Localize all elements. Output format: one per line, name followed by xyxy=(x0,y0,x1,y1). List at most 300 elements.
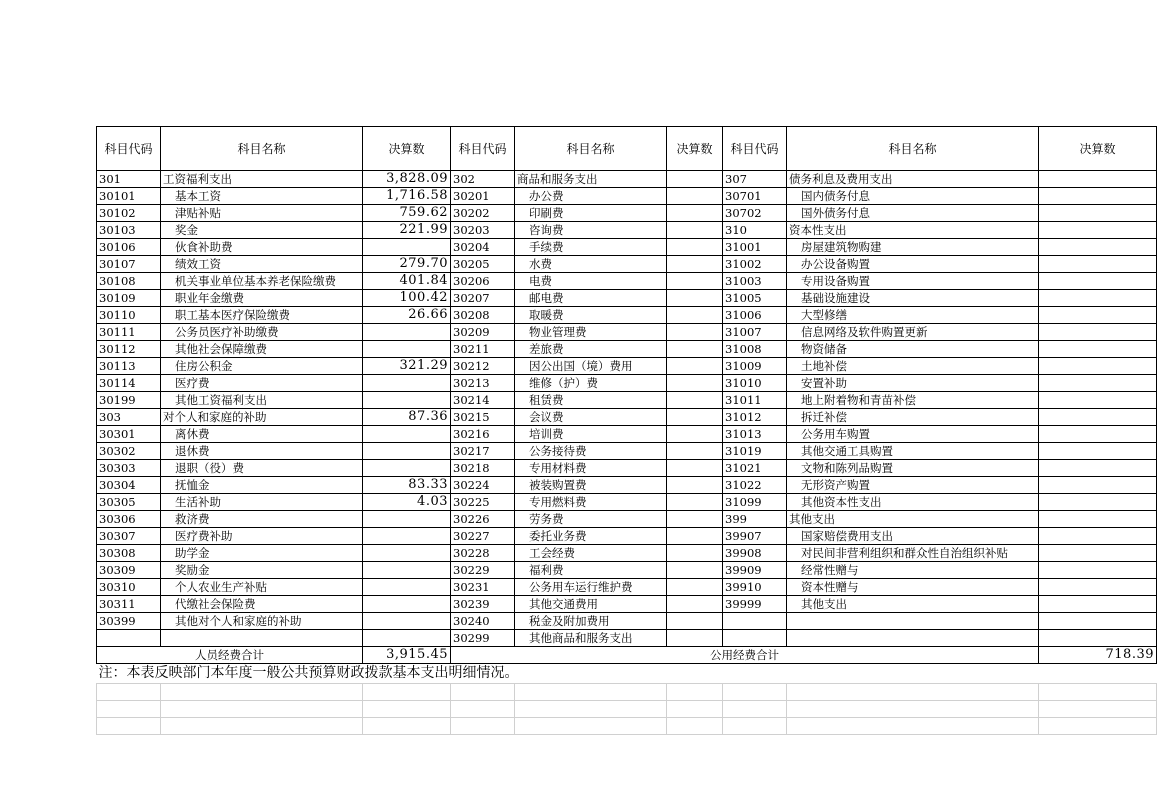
table-row xyxy=(97,460,1157,477)
code-cell-right: 31010 xyxy=(723,375,787,392)
budget-table-sheet xyxy=(96,126,1154,735)
name-cell-mid: 咨询费 xyxy=(515,222,667,239)
code-cell-right: 39908 xyxy=(723,545,787,562)
amount-cell-left xyxy=(363,545,451,562)
code-cell-mid: 30216 xyxy=(451,426,515,443)
amount-cell-mid xyxy=(667,375,723,392)
name-cell-right: 其他资本性支出 xyxy=(787,494,1039,511)
amount-cell-mid xyxy=(667,358,723,375)
table-row xyxy=(97,358,1157,375)
table-row xyxy=(97,324,1157,341)
header-cell: 科目代码 xyxy=(723,127,787,171)
name-cell-mid: 专用燃料费 xyxy=(515,494,667,511)
amount-cell-right xyxy=(1039,222,1157,239)
name-cell-mid: 会议费 xyxy=(515,409,667,426)
name-cell-right: 地上附着物和青苗补偿 xyxy=(787,392,1039,409)
code-cell-right: 31005 xyxy=(723,290,787,307)
amount-cell-right xyxy=(1039,477,1157,494)
name-cell-right: 公务用车购置 xyxy=(787,426,1039,443)
name-cell-left: 绩效工资 xyxy=(161,256,363,273)
code-cell-left: 30310 xyxy=(97,579,161,596)
code-cell-left: 30108 xyxy=(97,273,161,290)
header-cell: 科目名称 xyxy=(515,127,667,171)
name-cell-left: 职工基本医疗保险缴费 xyxy=(161,307,363,324)
name-cell-left: 助学金 xyxy=(161,545,363,562)
amount-cell-left: 26.66 xyxy=(363,307,451,324)
code-cell-mid: 30202 xyxy=(451,205,515,222)
amount-cell-right xyxy=(1039,426,1157,443)
empty-grid-row xyxy=(97,701,1157,718)
code-cell-mid: 30212 xyxy=(451,358,515,375)
amount-cell-right xyxy=(1039,205,1157,222)
code-cell-mid: 30203 xyxy=(451,222,515,239)
amount-cell-left: 100.42 xyxy=(363,290,451,307)
name-cell-mid: 公务接待费 xyxy=(515,443,667,460)
amount-cell-left: 759.62 xyxy=(363,205,451,222)
amount-cell-mid xyxy=(667,222,723,239)
header-cell: 科目名称 xyxy=(161,127,363,171)
amount-cell-left: 279.70 xyxy=(363,256,451,273)
name-cell-mid: 其他交通费用 xyxy=(515,596,667,613)
code-cell-right: 31003 xyxy=(723,273,787,290)
amount-cell-right xyxy=(1039,460,1157,477)
code-cell-right: 39999 xyxy=(723,596,787,613)
table-row xyxy=(97,545,1157,562)
code-cell-left: 30109 xyxy=(97,290,161,307)
name-cell-right: 文物和陈列品购置 xyxy=(787,460,1039,477)
amount-cell-mid xyxy=(667,477,723,494)
name-cell-left: 其他对个人和家庭的补助 xyxy=(161,613,363,630)
name-cell-mid: 委托业务费 xyxy=(515,528,667,545)
name-cell-mid: 手续费 xyxy=(515,239,667,256)
header-row xyxy=(97,127,1157,171)
amount-cell-mid xyxy=(667,256,723,273)
code-cell-left: 30114 xyxy=(97,375,161,392)
amount-cell-right xyxy=(1039,511,1157,528)
code-cell-mid: 30215 xyxy=(451,409,515,426)
amount-cell-mid xyxy=(667,426,723,443)
amount-cell-mid xyxy=(667,341,723,358)
amount-cell-right xyxy=(1039,392,1157,409)
code-cell-left: 30399 xyxy=(97,613,161,630)
code-cell-mid: 30231 xyxy=(451,579,515,596)
name-cell-right xyxy=(787,630,1039,647)
table-row xyxy=(97,205,1157,222)
amount-cell-left xyxy=(363,443,451,460)
amount-cell-right xyxy=(1039,324,1157,341)
name-cell-right: 其他支出 xyxy=(787,511,1039,528)
code-cell-right: 39907 xyxy=(723,528,787,545)
code-cell-right: 31002 xyxy=(723,256,787,273)
code-cell-right: 31001 xyxy=(723,239,787,256)
code-cell-left: 301 xyxy=(97,171,161,188)
amount-cell-mid xyxy=(667,307,723,324)
name-cell-mid: 水费 xyxy=(515,256,667,273)
empty-grid-row xyxy=(97,684,1157,701)
name-cell-left: 医疗费 xyxy=(161,375,363,392)
name-cell-left: 其他社会保障缴费 xyxy=(161,341,363,358)
code-cell-right xyxy=(723,613,787,630)
note-row xyxy=(97,664,1157,684)
code-cell-left: 30311 xyxy=(97,596,161,613)
amount-cell-right xyxy=(1039,562,1157,579)
code-cell-mid: 30218 xyxy=(451,460,515,477)
amount-cell-mid xyxy=(667,409,723,426)
amount-cell-mid xyxy=(667,443,723,460)
name-cell-left: 津贴补贴 xyxy=(161,205,363,222)
code-cell-right: 31008 xyxy=(723,341,787,358)
amount-cell-left: 87.36 xyxy=(363,409,451,426)
code-cell-right: 39909 xyxy=(723,562,787,579)
name-cell-right: 对民间非营利组织和群众性自治组织补贴 xyxy=(787,545,1039,562)
table-row xyxy=(97,477,1157,494)
name-cell-left: 职业年金缴费 xyxy=(161,290,363,307)
name-cell-mid: 租赁费 xyxy=(515,392,667,409)
code-cell-mid: 30226 xyxy=(451,511,515,528)
table-row xyxy=(97,307,1157,324)
table-row xyxy=(97,596,1157,613)
table-row xyxy=(97,630,1157,647)
amount-cell-mid xyxy=(667,528,723,545)
code-cell-right: 31013 xyxy=(723,426,787,443)
code-cell-right: 31021 xyxy=(723,460,787,477)
name-cell-right: 其他交通工具购置 xyxy=(787,443,1039,460)
name-cell-left: 公务员医疗补助缴费 xyxy=(161,324,363,341)
amount-cell-mid xyxy=(667,324,723,341)
amount-cell-mid xyxy=(667,290,723,307)
header-cell: 科目代码 xyxy=(97,127,161,171)
table-row xyxy=(97,392,1157,409)
table-row xyxy=(97,239,1157,256)
name-cell-mid: 商品和服务支出 xyxy=(515,171,667,188)
code-cell-left: 30304 xyxy=(97,477,161,494)
code-cell-left: 30307 xyxy=(97,528,161,545)
amount-cell-right xyxy=(1039,290,1157,307)
amount-cell-mid xyxy=(667,579,723,596)
code-cell-right: 307 xyxy=(723,171,787,188)
name-cell-mid: 被装购置费 xyxy=(515,477,667,494)
name-cell-left: 代缴社会保险费 xyxy=(161,596,363,613)
name-cell-right: 经常性赠与 xyxy=(787,562,1039,579)
code-cell-mid: 30207 xyxy=(451,290,515,307)
name-cell-right: 基础设施建设 xyxy=(787,290,1039,307)
amount-cell-left xyxy=(363,375,451,392)
amount-cell-mid xyxy=(667,392,723,409)
name-cell-right: 国家赔偿费用支出 xyxy=(787,528,1039,545)
code-cell-right: 31006 xyxy=(723,307,787,324)
name-cell-left: 奖金 xyxy=(161,222,363,239)
name-cell-right: 物资储备 xyxy=(787,341,1039,358)
table-note: 注：本表反映部门本年度一般公共预算财政拨款基本支出明细情况。 xyxy=(97,664,1157,684)
code-cell-mid: 30225 xyxy=(451,494,515,511)
code-cell-left: 30113 xyxy=(97,358,161,375)
amount-cell-right xyxy=(1039,443,1157,460)
table-row xyxy=(97,256,1157,273)
code-cell-right: 31012 xyxy=(723,409,787,426)
name-cell-right: 办公设备购置 xyxy=(787,256,1039,273)
name-cell-left: 住房公积金 xyxy=(161,358,363,375)
code-cell-left: 30301 xyxy=(97,426,161,443)
name-cell-mid: 电费 xyxy=(515,273,667,290)
code-cell-mid: 30201 xyxy=(451,188,515,205)
amount-cell-mid xyxy=(667,188,723,205)
name-cell-mid: 邮电费 xyxy=(515,290,667,307)
table-row xyxy=(97,273,1157,290)
code-cell-right: 31007 xyxy=(723,324,787,341)
name-cell-left: 个人农业生产补贴 xyxy=(161,579,363,596)
code-cell-mid: 30239 xyxy=(451,596,515,613)
amount-cell-right xyxy=(1039,375,1157,392)
code-cell-right: 30701 xyxy=(723,188,787,205)
amount-cell-mid xyxy=(667,273,723,290)
code-cell-right: 310 xyxy=(723,222,787,239)
name-cell-mid: 培训费 xyxy=(515,426,667,443)
name-cell-right: 债务利息及费用支出 xyxy=(787,171,1039,188)
amount-cell-left xyxy=(363,324,451,341)
name-cell-right: 国外债务付息 xyxy=(787,205,1039,222)
amount-cell-left xyxy=(363,630,451,647)
name-cell-left: 奖励金 xyxy=(161,562,363,579)
expenditure-table xyxy=(96,126,1157,735)
code-cell-mid: 30206 xyxy=(451,273,515,290)
amount-cell-mid xyxy=(667,239,723,256)
code-cell-left: 30110 xyxy=(97,307,161,324)
code-cell-left: 303 xyxy=(97,409,161,426)
header-cell: 决算数 xyxy=(1039,127,1157,171)
code-cell-left: 30101 xyxy=(97,188,161,205)
table-row xyxy=(97,426,1157,443)
amount-cell-left xyxy=(363,392,451,409)
code-cell-right: 31019 xyxy=(723,443,787,460)
table-row xyxy=(97,443,1157,460)
name-cell-right: 大型修缮 xyxy=(787,307,1039,324)
amount-cell-left: 1,716.58 xyxy=(363,188,451,205)
code-cell-right: 31009 xyxy=(723,358,787,375)
table-row xyxy=(97,375,1157,392)
totals-row xyxy=(97,647,1157,664)
name-cell-left: 工资福利支出 xyxy=(161,171,363,188)
amount-cell-left xyxy=(363,341,451,358)
table-row xyxy=(97,494,1157,511)
name-cell-right xyxy=(787,613,1039,630)
code-cell-mid: 30240 xyxy=(451,613,515,630)
code-cell-mid: 30205 xyxy=(451,256,515,273)
name-cell-mid: 福利费 xyxy=(515,562,667,579)
table-row xyxy=(97,290,1157,307)
amount-cell-left xyxy=(363,579,451,596)
amount-cell-left xyxy=(363,596,451,613)
name-cell-left: 生活补助 xyxy=(161,494,363,511)
table-row xyxy=(97,613,1157,630)
amount-cell-mid xyxy=(667,171,723,188)
table-row xyxy=(97,222,1157,239)
code-cell-left: 30303 xyxy=(97,460,161,477)
code-cell-left: 30106 xyxy=(97,239,161,256)
name-cell-left: 机关事业单位基本养老保险缴费 xyxy=(161,273,363,290)
name-cell-left: 伙食补助费 xyxy=(161,239,363,256)
name-cell-left: 对个人和家庭的补助 xyxy=(161,409,363,426)
amount-cell-left: 3,828.09 xyxy=(363,171,451,188)
code-cell-mid: 30227 xyxy=(451,528,515,545)
amount-cell-right xyxy=(1039,528,1157,545)
name-cell-right: 无形资产购置 xyxy=(787,477,1039,494)
amount-cell-left: 401.84 xyxy=(363,273,451,290)
name-cell-mid: 工会经费 xyxy=(515,545,667,562)
code-cell-mid: 30204 xyxy=(451,239,515,256)
code-cell-mid: 30228 xyxy=(451,545,515,562)
personnel-total-value: 3,915.45 xyxy=(363,647,451,664)
table-row xyxy=(97,409,1157,426)
table-row xyxy=(97,579,1157,596)
header-cell: 科目名称 xyxy=(787,127,1039,171)
amount-cell-left xyxy=(363,460,451,477)
amount-cell-left xyxy=(363,528,451,545)
code-cell-right: 31022 xyxy=(723,477,787,494)
amount-cell-left: 321.29 xyxy=(363,358,451,375)
name-cell-right: 房屋建筑物购建 xyxy=(787,239,1039,256)
code-cell-mid: 30214 xyxy=(451,392,515,409)
code-cell-left: 30112 xyxy=(97,341,161,358)
amount-cell-right xyxy=(1039,307,1157,324)
name-cell-left: 离休费 xyxy=(161,426,363,443)
name-cell-left xyxy=(161,630,363,647)
code-cell-left: 30302 xyxy=(97,443,161,460)
code-cell-mid: 30211 xyxy=(451,341,515,358)
name-cell-right: 其他支出 xyxy=(787,596,1039,613)
amount-cell-right xyxy=(1039,341,1157,358)
code-cell-mid: 30208 xyxy=(451,307,515,324)
amount-cell-mid xyxy=(667,460,723,477)
amount-cell-right xyxy=(1039,358,1157,375)
amount-cell-left: 4.03 xyxy=(363,494,451,511)
header-cell: 科目代码 xyxy=(451,127,515,171)
amount-cell-left xyxy=(363,511,451,528)
code-cell-left: 30199 xyxy=(97,392,161,409)
name-cell-left: 退休费 xyxy=(161,443,363,460)
amount-cell-right xyxy=(1039,273,1157,290)
name-cell-right: 专用设备购置 xyxy=(787,273,1039,290)
header-cell: 决算数 xyxy=(363,127,451,171)
name-cell-right: 安置补助 xyxy=(787,375,1039,392)
amount-cell-right xyxy=(1039,409,1157,426)
code-cell-left: 30305 xyxy=(97,494,161,511)
name-cell-right: 土地补偿 xyxy=(787,358,1039,375)
name-cell-left: 其他工资福利支出 xyxy=(161,392,363,409)
table-row xyxy=(97,188,1157,205)
code-cell-right: 31099 xyxy=(723,494,787,511)
header-cell: 决算数 xyxy=(667,127,723,171)
amount-cell-right xyxy=(1039,613,1157,630)
personnel-total-label: 人员经费合计 xyxy=(97,647,363,664)
name-cell-mid: 税金及附加费用 xyxy=(515,613,667,630)
code-cell-left: 30308 xyxy=(97,545,161,562)
empty-grid-row xyxy=(97,718,1157,735)
table-row xyxy=(97,562,1157,579)
amount-cell-left: 221.99 xyxy=(363,222,451,239)
name-cell-right: 资本性赠与 xyxy=(787,579,1039,596)
code-cell-left: 30107 xyxy=(97,256,161,273)
amount-cell-right xyxy=(1039,188,1157,205)
code-cell-mid: 30213 xyxy=(451,375,515,392)
code-cell-left: 30102 xyxy=(97,205,161,222)
amount-cell-right xyxy=(1039,545,1157,562)
name-cell-mid: 取暖费 xyxy=(515,307,667,324)
code-cell-right xyxy=(723,630,787,647)
code-cell-mid: 30224 xyxy=(451,477,515,494)
name-cell-mid: 其他商品和服务支出 xyxy=(515,630,667,647)
name-cell-mid: 公务用车运行维护费 xyxy=(515,579,667,596)
name-cell-right: 拆迁补偿 xyxy=(787,409,1039,426)
name-cell-left: 基本工资 xyxy=(161,188,363,205)
name-cell-mid: 专用材料费 xyxy=(515,460,667,477)
name-cell-mid: 办公费 xyxy=(515,188,667,205)
name-cell-mid: 物业管理费 xyxy=(515,324,667,341)
code-cell-mid: 30299 xyxy=(451,630,515,647)
table-row xyxy=(97,528,1157,545)
name-cell-mid: 因公出国（境）费用 xyxy=(515,358,667,375)
name-cell-mid: 维修（护）费 xyxy=(515,375,667,392)
amount-cell-mid xyxy=(667,630,723,647)
name-cell-mid: 差旅费 xyxy=(515,341,667,358)
amount-cell-mid xyxy=(667,494,723,511)
amount-cell-mid xyxy=(667,545,723,562)
code-cell-mid: 302 xyxy=(451,171,515,188)
code-cell-right: 30702 xyxy=(723,205,787,222)
amount-cell-right xyxy=(1039,630,1157,647)
table-row xyxy=(97,511,1157,528)
code-cell-mid: 30217 xyxy=(451,443,515,460)
amount-cell-mid xyxy=(667,562,723,579)
amount-cell-mid xyxy=(667,511,723,528)
code-cell-right: 39910 xyxy=(723,579,787,596)
code-cell-left xyxy=(97,630,161,647)
name-cell-left: 退职（役）费 xyxy=(161,460,363,477)
code-cell-left: 30111 xyxy=(97,324,161,341)
name-cell-left: 抚恤金 xyxy=(161,477,363,494)
amount-cell-right xyxy=(1039,579,1157,596)
code-cell-mid: 30209 xyxy=(451,324,515,341)
amount-cell-mid xyxy=(667,596,723,613)
public-total-value: 718.39 xyxy=(1039,647,1157,664)
name-cell-mid: 劳务费 xyxy=(515,511,667,528)
amount-cell-left xyxy=(363,613,451,630)
public-total-label: 公用经费合计 xyxy=(451,647,1039,664)
code-cell-left: 30306 xyxy=(97,511,161,528)
code-cell-right: 31011 xyxy=(723,392,787,409)
table-row xyxy=(97,171,1157,188)
name-cell-left: 医疗费补助 xyxy=(161,528,363,545)
amount-cell-right xyxy=(1039,596,1157,613)
amount-cell-right xyxy=(1039,256,1157,273)
code-cell-mid: 30229 xyxy=(451,562,515,579)
name-cell-left: 救济费 xyxy=(161,511,363,528)
amount-cell-left xyxy=(363,426,451,443)
amount-cell-left xyxy=(363,239,451,256)
name-cell-right: 信息网络及软件购置更新 xyxy=(787,324,1039,341)
amount-cell-mid xyxy=(667,205,723,222)
code-cell-right: 399 xyxy=(723,511,787,528)
amount-cell-right xyxy=(1039,494,1157,511)
amount-cell-right xyxy=(1039,239,1157,256)
name-cell-right: 国内债务付息 xyxy=(787,188,1039,205)
name-cell-right: 资本性支出 xyxy=(787,222,1039,239)
code-cell-left: 30309 xyxy=(97,562,161,579)
amount-cell-mid xyxy=(667,613,723,630)
name-cell-mid: 印刷费 xyxy=(515,205,667,222)
amount-cell-left xyxy=(363,562,451,579)
table-row xyxy=(97,341,1157,358)
amount-cell-left: 83.33 xyxy=(363,477,451,494)
